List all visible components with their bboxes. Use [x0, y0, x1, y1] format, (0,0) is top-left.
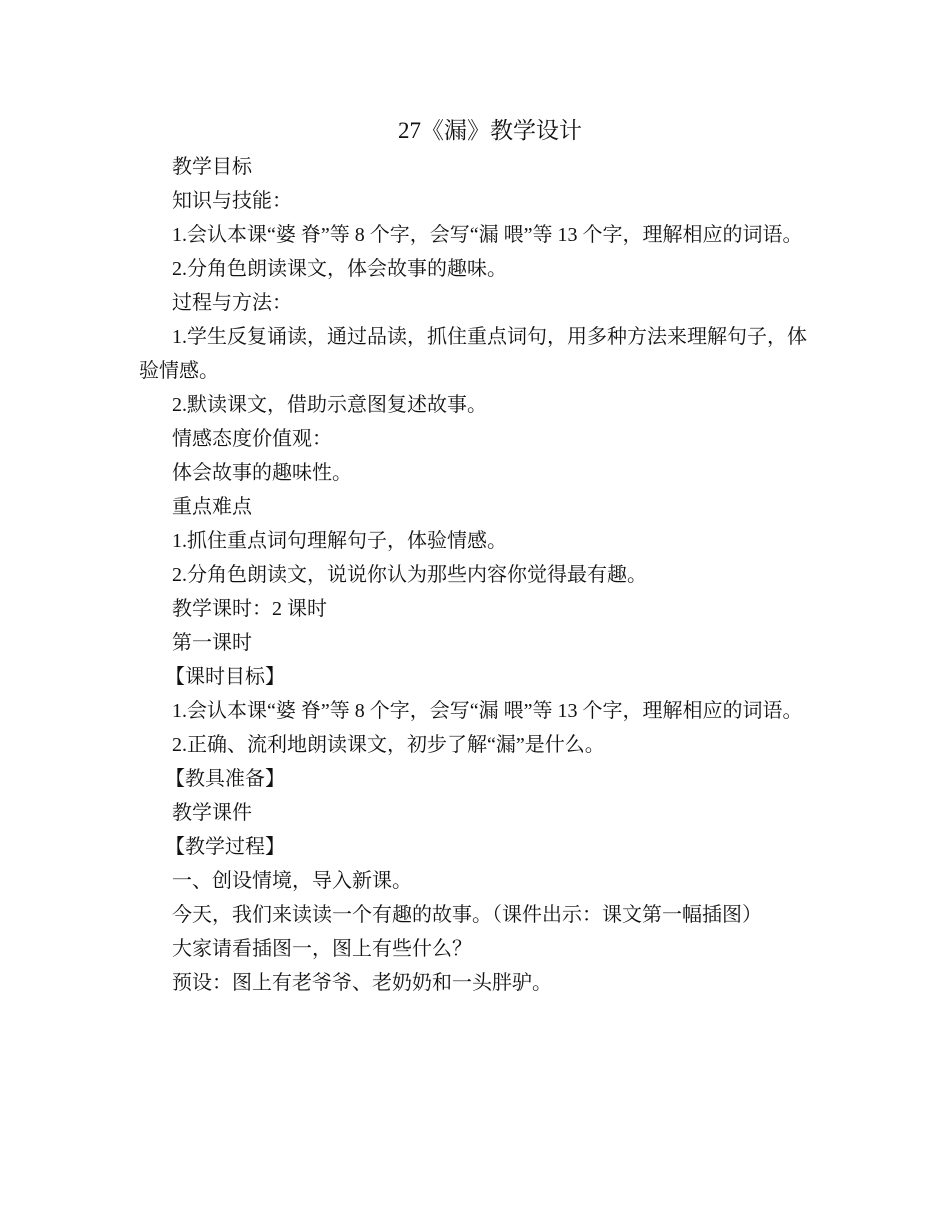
- paragraph: 教学课件: [172, 802, 252, 824]
- paragraph-class-hours: 教学课时：2 课时: [172, 598, 327, 620]
- paragraph: 大家请看插图一，图上有些什么？: [172, 938, 472, 960]
- paragraph: 1.学生反复诵读，通过品读，抓住重点词句，用多种方法来理解句子，体验情感。: [139, 326, 807, 382]
- paragraph: 2.默读课文，借助示意图复述故事。: [172, 394, 487, 416]
- bracket-heading-lesson-goals: 【课时目标】: [165, 666, 285, 688]
- paragraph: 2.正确、流利地朗读课文，初步了解“漏”是什么。: [172, 734, 605, 756]
- section-heading-first-lesson: 第一课时: [172, 632, 252, 654]
- section-heading-teaching-goals: 教学目标: [172, 156, 252, 178]
- subheading-attitude-values: 情感态度价值观：: [172, 428, 332, 450]
- subheading-process-methods: 过程与方法：: [172, 292, 292, 314]
- document-title: 27《漏》教学设计: [398, 118, 582, 143]
- bracket-heading-teaching-aids: 【教具准备】: [165, 768, 285, 790]
- paragraph: 2.分角色朗读课文，体会故事的趣味。: [172, 258, 507, 280]
- document-body: [139, 150, 819, 1000]
- paragraph: 体会故事的趣味性。: [172, 462, 352, 484]
- paragraph: 1.会认本课“婆 脊”等 8 个字，会写“漏 喂”等 13 个字，理解相应的词语。: [172, 700, 803, 722]
- bracket-heading-teaching-process: 【教学过程】: [165, 836, 285, 858]
- paragraph: 1.抓住重点词句理解句子，体验情感。: [172, 530, 507, 552]
- subheading-knowledge-skills: 知识与技能：: [172, 190, 292, 212]
- paragraph: 2.分角色朗读文，说说你认为那些内容你觉得最有趣。: [172, 564, 647, 586]
- paragraph: 今天，我们来读读一个有趣的故事。（课件出示：课文第一幅插图）: [172, 904, 762, 926]
- paragraph: 预设：图上有老爷爷、老奶奶和一头胖驴。: [172, 972, 552, 994]
- paragraph: 1.会认本课“婆 脊”等 8 个字，会写“漏 喂”等 13 个字，理解相应的词语。: [172, 224, 803, 246]
- paragraph: 一、创设情境，导入新课。: [172, 870, 412, 892]
- section-heading-key-points: 重点难点: [172, 496, 252, 518]
